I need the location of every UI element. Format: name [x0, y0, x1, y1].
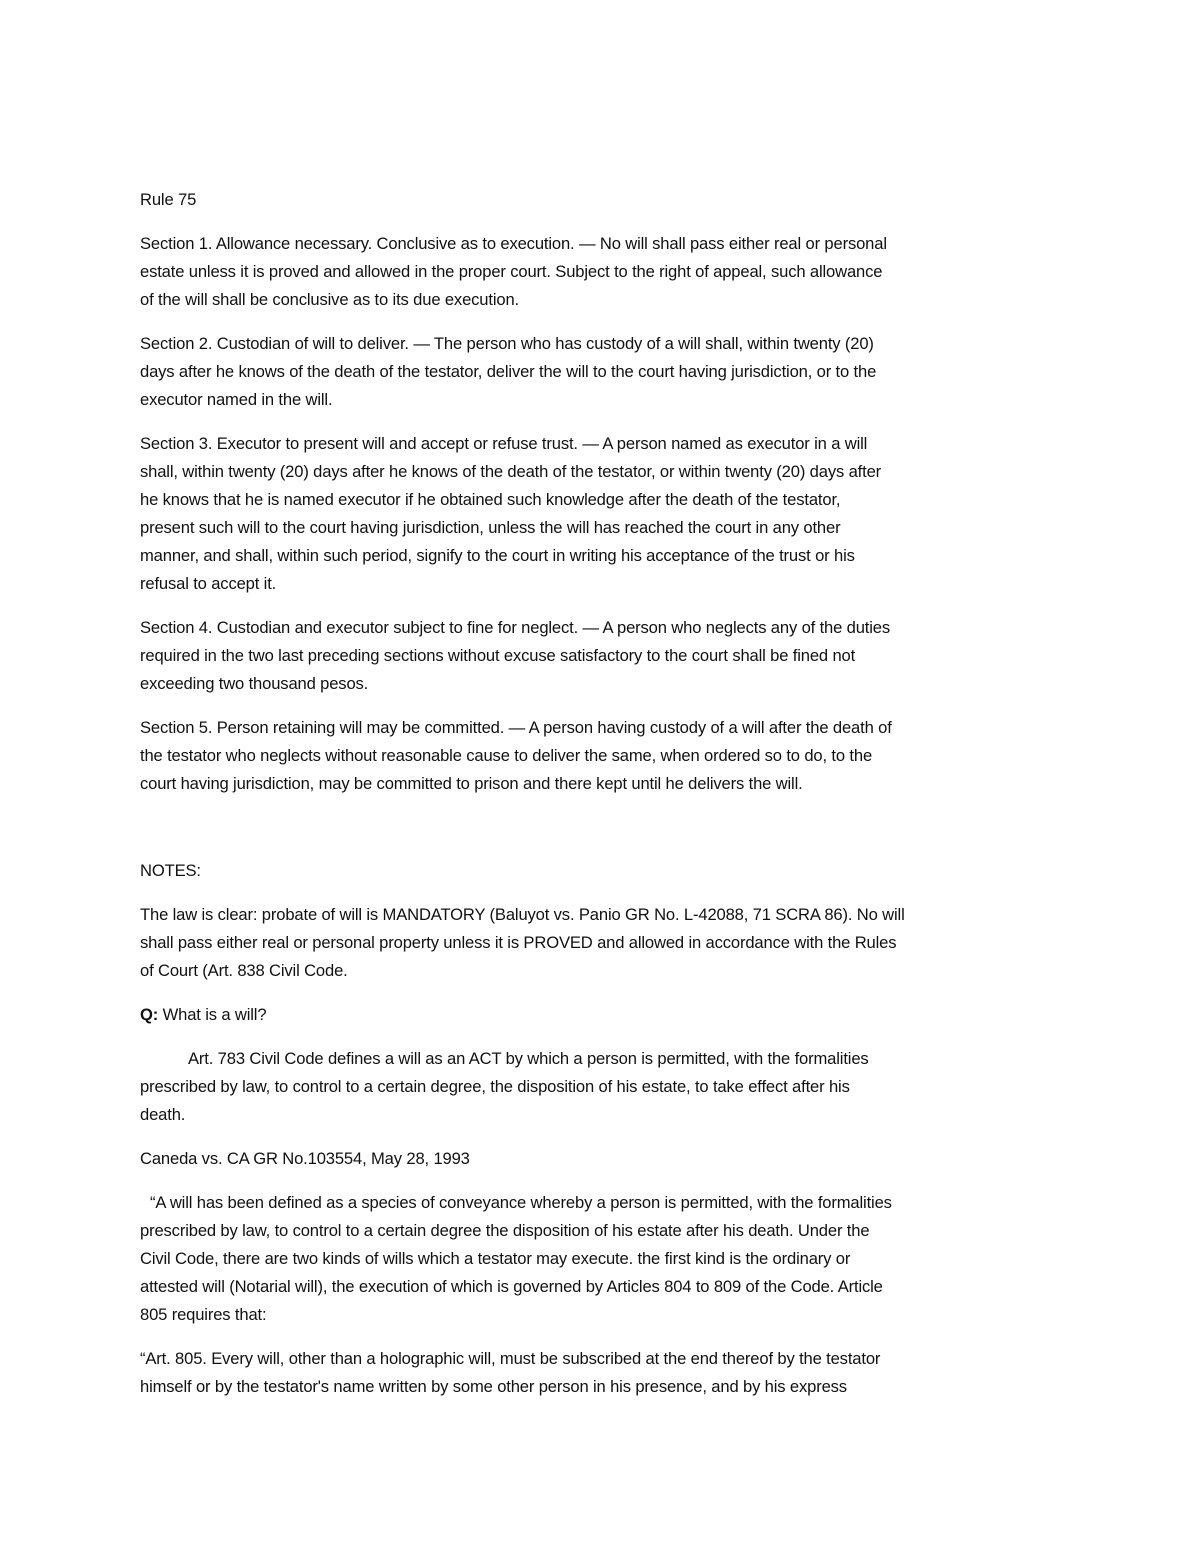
text-line: attested will (Notarial will), the execution of which is governed by Articles 804 to 809 of the Code. Article: [140, 1277, 883, 1296]
text-line: shall, within twenty (20) days after he knows of the death of the testator, or within twenty (20) days after: [140, 462, 882, 481]
question-line: [140, 1001, 1070, 1029]
text-line: prescribed by law, to control to a certain degree the disposition of his estate after his death. Under the: [140, 1221, 870, 1240]
text-line: manner, and shall, within such period, signify to the court in writing his acceptance of the trust or his: [140, 546, 855, 565]
text-line: Section 1. Allowance necessary. Conclusive as to execution. — No will shall pass either real or personal: [140, 234, 887, 253]
text-line: Civil Code, there are two kinds of wills which a testator may execute. the first kind is the ordinary or: [140, 1249, 851, 1268]
text-line: “Art. 805. Every will, other than a holographic will, must be subscribed at the end thereof by the testator: [140, 1349, 881, 1368]
text-line: Section 3. Executor to present will and accept or refuse trust. — A person named as executor in a will: [140, 434, 868, 453]
section-2: [140, 330, 1070, 414]
text-line: Art. 783 Civil Code defines a will as an ACT by which a person is permitted, with the formalities: [188, 1049, 869, 1068]
article-805: [140, 1345, 1070, 1401]
text-line: Section 4. Custodian and executor subject to fine for neglect. — A person who neglects any of the duties: [140, 618, 891, 637]
question: [140, 1001, 1070, 1029]
rule-title: [140, 186, 1070, 214]
notes-intro: [140, 901, 1070, 985]
text-line: The law is clear: probate of will is MANDATORY (Baluyot vs. Panio GR No. L-42088, 71 SCRA 86). No will: [140, 905, 905, 924]
text-line: of Court (Art. 838 Civil Code.: [140, 961, 348, 980]
question-text: What is a will?: [158, 1005, 267, 1024]
text-line: required in the two last preceding sections without excuse satisfactory to the court shall be fined not: [140, 646, 856, 665]
text-line: Section 2. Custodian of will to deliver. — The person who has custody of a will shall, within twenty (20): [140, 334, 874, 353]
section-3: [140, 430, 1070, 598]
rule-title-text: Rule 75: [140, 190, 197, 209]
case-title: [140, 1145, 1070, 1173]
text-line: days after he knows of the death of the testator, deliver the will to the court having jurisdiction, or to the: [140, 362, 877, 381]
notes-heading: [140, 857, 1070, 885]
notes-heading-text: NOTES:: [140, 861, 201, 880]
section-4: [140, 614, 1070, 698]
text-line: court having jurisdiction, may be committed to prison and there kept until he delivers the will.: [140, 774, 803, 793]
section-5: [140, 714, 1070, 798]
text-line: death.: [140, 1105, 186, 1124]
text-line: estate unless it is proved and allowed in the proper court. Subject to the right of appeal, such allowance: [140, 262, 883, 281]
document-page: [140, 186, 1070, 1417]
text-line: executor named in the will.: [140, 390, 333, 409]
answer: [140, 1045, 1070, 1129]
text-line: he knows that he is named executor if he obtained such knowledge after the death of the testator,: [140, 490, 841, 509]
text-line: present such will to the court having jurisdiction, unless the will has reached the court in any other: [140, 518, 841, 537]
text-line: the testator who neglects without reasonable cause to deliver the same, when ordered so to do, to the: [140, 746, 873, 765]
text-line: refusal to accept it.: [140, 574, 277, 593]
text-line: “A will has been defined as a species of conveyance whereby a person is permitted, with the formalities: [150, 1193, 892, 1212]
text-line: exceeding two thousand pesos.: [140, 674, 369, 693]
text-line: prescribed by law, to control to a certain degree, the disposition of his estate, to take effect after his: [140, 1077, 850, 1096]
case-title-text: Caneda vs. CA GR No.103554, May 28, 1993: [140, 1149, 470, 1168]
text-line: Section 5. Person retaining will may be committed. — A person having custody of a will after the death of: [140, 718, 892, 737]
text-line: shall pass either real or personal property unless it is PROVED and allowed in accordance with the Rules: [140, 933, 897, 952]
section-1: [140, 230, 1070, 314]
text-line: himself or by the testator's name written by some other person in his presence, and by his express: [140, 1377, 847, 1396]
question-label: Q:: [140, 1005, 159, 1024]
text-line: 805 requires that:: [140, 1305, 267, 1324]
text-line: of the will shall be conclusive as to its due execution.: [140, 290, 520, 309]
case-quote: [140, 1189, 1070, 1329]
